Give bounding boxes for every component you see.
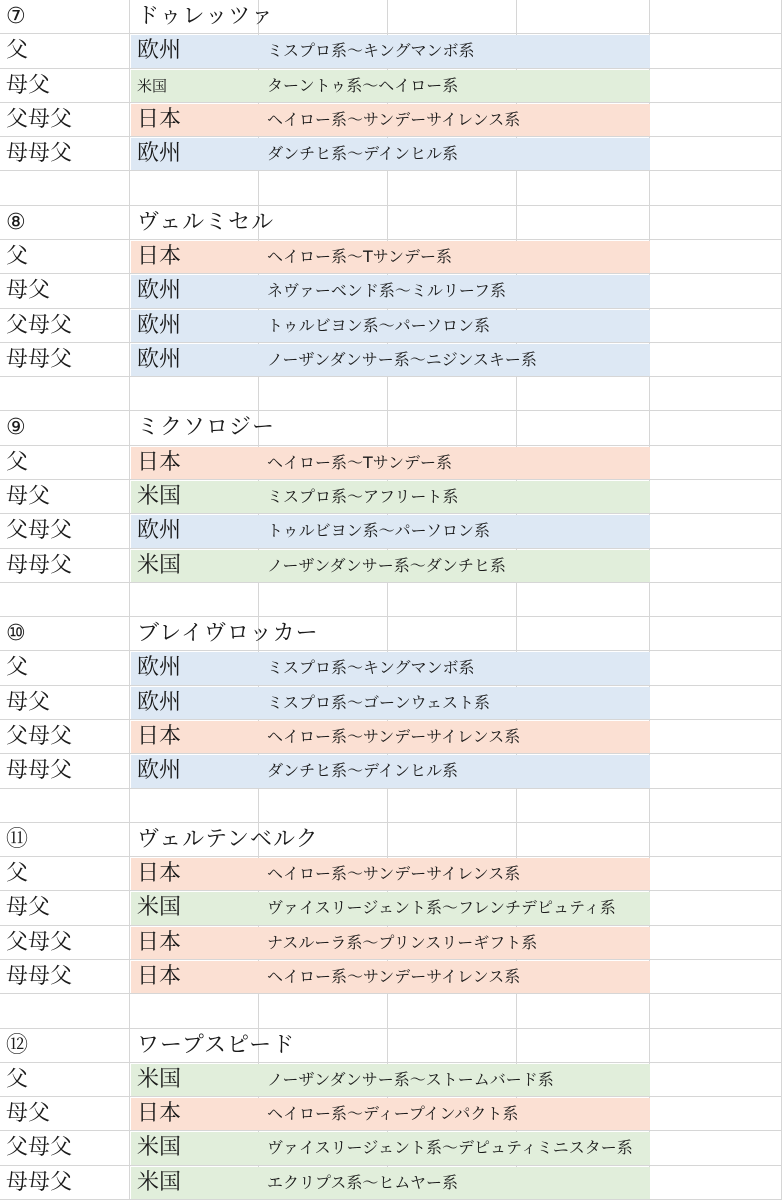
- grid-cell[interactable]: [650, 651, 782, 685]
- sire-line-text: ヘイロー系〜ディープインパクト系: [267, 1104, 519, 1124]
- grid-cell[interactable]: [517, 377, 650, 411]
- grid-cell[interactable]: [388, 377, 517, 411]
- grid-cell[interactable]: [0, 171, 130, 205]
- sire-line-text: ヘイロー系〜サンデーサイレンス系: [267, 967, 521, 986]
- grid-cell[interactable]: [650, 377, 782, 411]
- pedigree-row: [0, 1131, 782, 1165]
- grid-cell[interactable]: [388, 206, 517, 240]
- grid-cell[interactable]: [650, 823, 782, 857]
- pedigree-row: [0, 274, 782, 308]
- horse-number: ⑦: [6, 4, 26, 29]
- pedigree-row: [0, 343, 782, 377]
- pedigree-row: [0, 446, 782, 480]
- sire-line-text: ネヴァーベンド系〜ミルリーフ系: [267, 281, 507, 301]
- grid-cell[interactable]: [259, 0, 388, 34]
- grid-cell[interactable]: [650, 1029, 782, 1063]
- grid-cell[interactable]: [259, 377, 388, 411]
- grid-cell[interactable]: [130, 171, 259, 205]
- grid-cell[interactable]: [650, 240, 782, 274]
- ancestor-label: 母父: [6, 278, 51, 304]
- grid-cell[interactable]: [259, 789, 388, 823]
- pedigree-row: [0, 1097, 782, 1131]
- ancestor-label: 父: [6, 449, 29, 475]
- ancestor-label: 母父: [6, 689, 51, 715]
- grid-cell[interactable]: [388, 171, 517, 205]
- ancestor-label: 母父: [6, 895, 51, 921]
- ancestor-label: 父母父: [6, 106, 73, 132]
- sire-line-text: ミスプロ系〜キングマンボ系: [267, 658, 475, 678]
- sire-line-text: ミスプロ系〜キングマンボ系: [267, 41, 475, 61]
- region-label: 欧州: [137, 278, 182, 304]
- sire-line-text: ヴァイスリージェント系〜デピュティミニスター系: [267, 1138, 633, 1158]
- region-label: 日本: [137, 724, 182, 749]
- region-label: 欧州: [137, 38, 182, 64]
- horse-name: ブレイヴロッカー: [137, 621, 319, 647]
- grid-cell[interactable]: [388, 994, 517, 1028]
- grid-cell[interactable]: [650, 994, 782, 1028]
- ancestor-label: 母母父: [6, 964, 73, 989]
- grid-cell[interactable]: [650, 686, 782, 720]
- grid-cell[interactable]: [517, 0, 650, 34]
- spacer-row: [0, 789, 782, 823]
- horse-header-row: [0, 411, 782, 445]
- sire-line-text: ダンチヒ系〜デインヒル系: [267, 761, 459, 781]
- ancestor-label: 母父: [6, 1101, 51, 1127]
- horse-header-row: [0, 206, 782, 240]
- grid-cell[interactable]: [650, 137, 782, 171]
- ancestor-label: 父母父: [6, 929, 73, 955]
- region-label: 欧州: [137, 312, 182, 338]
- region-label: 欧州: [137, 689, 182, 715]
- ancestor-label: 父: [6, 244, 29, 269]
- grid-cell[interactable]: [388, 617, 517, 651]
- horse-name: ミクソロジー: [137, 415, 276, 441]
- sire-line-text: ノーザンダンサー系〜ニジンスキー系: [267, 349, 537, 369]
- grid-cell[interactable]: [650, 171, 782, 205]
- horse-header-row: [0, 823, 782, 857]
- pedigree-row: [0, 960, 782, 994]
- pedigree-row: [0, 549, 782, 583]
- grid-cell[interactable]: [517, 206, 650, 240]
- grid-cell[interactable]: [650, 789, 782, 823]
- sire-line-text: ヘイロー系〜Tサンデー系: [267, 452, 452, 472]
- grid-cell[interactable]: [517, 617, 650, 651]
- pedigree-row: [0, 926, 782, 960]
- grid-cell[interactable]: [259, 171, 388, 205]
- grid-cell[interactable]: [517, 411, 650, 445]
- grid-cell[interactable]: [650, 891, 782, 925]
- pedigree-row: [0, 1166, 782, 1200]
- sire-line-text: ヴァイスリージェント系〜フレンチデピュティ系: [267, 898, 616, 918]
- grid-cell[interactable]: [650, 720, 782, 754]
- ancestor-label: 父母父: [6, 1135, 73, 1161]
- ancestor-label: 父: [6, 1066, 29, 1092]
- ancestor-label: 母母父: [6, 1169, 73, 1195]
- grid-cell[interactable]: [650, 1063, 782, 1097]
- grid-cell[interactable]: [517, 171, 650, 205]
- grid-cell[interactable]: [650, 69, 782, 103]
- region-label: 日本: [137, 1101, 182, 1127]
- grid-cell[interactable]: [388, 789, 517, 823]
- pedigree-row: [0, 137, 782, 171]
- sire-line-text: ナスルーラ系〜プリンスリーギフト系: [267, 932, 538, 952]
- grid-cell[interactable]: [130, 377, 259, 411]
- horse-number: ⑫: [6, 1032, 29, 1058]
- sire-line-text: ヘイロー系〜サンデーサイレンス系: [267, 109, 521, 129]
- grid-cell[interactable]: [650, 411, 782, 445]
- sire-line-text: ヘイロー系〜サンデーサイレンス系: [267, 727, 521, 746]
- grid-cell[interactable]: [0, 377, 130, 411]
- grid-cell[interactable]: [650, 309, 782, 343]
- sire-line-text: トゥルビヨン系〜パーソロン系: [267, 521, 490, 541]
- spacer-row: [0, 171, 782, 205]
- grid-cell[interactable]: [650, 206, 782, 240]
- pedigree-row: [0, 240, 782, 274]
- region-label: 米国: [137, 552, 182, 578]
- pedigree-row: [0, 1063, 782, 1097]
- region-label: 米国: [137, 1066, 182, 1092]
- pedigree-row: [0, 103, 782, 137]
- grid-cell[interactable]: [388, 823, 517, 857]
- ancestor-label: 父母父: [6, 312, 73, 338]
- grid-cell[interactable]: [650, 103, 782, 137]
- horse-number: ⑨: [6, 415, 26, 441]
- region-label: 日本: [137, 929, 182, 955]
- grid-cell[interactable]: [517, 994, 650, 1028]
- grid-cell[interactable]: [650, 960, 782, 994]
- spacer-row: [0, 994, 782, 1028]
- grid-cell[interactable]: [388, 411, 517, 445]
- pedigree-row: [0, 514, 782, 548]
- ancestor-label: 父母父: [6, 518, 73, 544]
- region-label: 欧州: [137, 758, 182, 784]
- region-label: 米国: [137, 76, 168, 95]
- horse-name: ワープスピード: [137, 1032, 296, 1058]
- region-label: 日本: [137, 449, 182, 475]
- grid-cell[interactable]: [650, 926, 782, 960]
- region-label: 米国: [137, 484, 182, 509]
- grid-cell[interactable]: [517, 583, 650, 617]
- ancestor-label: 母父: [6, 484, 51, 509]
- grid-cell[interactable]: [650, 480, 782, 514]
- grid-cell[interactable]: [650, 34, 782, 68]
- region-label: 欧州: [137, 518, 182, 544]
- sire-line-text: トゥルビヨン系〜パーソロン系: [267, 315, 490, 335]
- grid-cell[interactable]: [388, 1029, 517, 1063]
- sire-line-text: ノーザンダンサー系〜ダンチヒ系: [267, 555, 506, 575]
- ancestor-label: 母母父: [6, 758, 73, 784]
- region-label: 米国: [137, 1135, 182, 1161]
- horse-header-row: [0, 1029, 782, 1063]
- grid-cell[interactable]: [388, 0, 517, 34]
- grid-cell[interactable]: [650, 857, 782, 891]
- ancestor-label: 母父: [6, 72, 51, 98]
- grid-cell[interactable]: [650, 1166, 782, 1200]
- horse-name: ヴェルテンベルク: [137, 826, 319, 852]
- grid-cell[interactable]: [650, 754, 782, 788]
- region-label: 米国: [137, 1169, 182, 1195]
- grid-cell[interactable]: [0, 789, 130, 823]
- sire-line-text: ヘイロー系〜Tサンデー系: [267, 247, 452, 266]
- ancestor-label: 母母父: [6, 346, 73, 372]
- horse-number: ⑩: [6, 621, 26, 647]
- pedigree-row: [0, 754, 782, 788]
- sire-line-text: ミスプロ系〜アフリート系: [267, 487, 459, 506]
- pedigree-row: [0, 720, 782, 754]
- region-label: 欧州: [137, 655, 182, 681]
- grid-cell[interactable]: [130, 789, 259, 823]
- sire-line-text: ターントゥ系〜ヘイロー系: [267, 75, 459, 95]
- region-label: 米国: [137, 895, 182, 921]
- horse-number: ⑧: [6, 209, 26, 235]
- grid-cell[interactable]: [650, 583, 782, 617]
- grid-cell[interactable]: [259, 583, 388, 617]
- grid-cell[interactable]: [517, 789, 650, 823]
- grid-cell[interactable]: [0, 994, 130, 1028]
- grid-cell[interactable]: [650, 514, 782, 548]
- sire-line-text: ヘイロー系〜サンデーサイレンス系: [267, 864, 521, 884]
- ancestor-label: 父: [6, 861, 29, 887]
- spacer-row: [0, 377, 782, 411]
- sire-line-text: ダンチヒ系〜デインヒル系: [267, 144, 459, 164]
- horse-number: ⑪: [6, 826, 29, 852]
- ancestor-label: 母母父: [6, 552, 73, 578]
- horse-header-row: [0, 0, 782, 34]
- grid-cell[interactable]: [517, 1029, 650, 1063]
- grid-cell[interactable]: [650, 343, 782, 377]
- sire-line-text: ノーザンダンサー系〜ストームバード系: [267, 1069, 554, 1089]
- grid-cell[interactable]: [517, 823, 650, 857]
- region-label: 日本: [137, 106, 182, 132]
- ancestor-label: 父: [6, 38, 29, 64]
- pedigree-row: [0, 857, 782, 891]
- grid-cell[interactable]: [650, 446, 782, 480]
- spacer-row: [0, 583, 782, 617]
- grid-cell[interactable]: [650, 1131, 782, 1165]
- grid-cell[interactable]: [259, 411, 388, 445]
- ancestor-label: 父母父: [6, 724, 73, 749]
- region-label: 日本: [137, 244, 182, 269]
- sire-line-text: エクリプス系〜ヒムヤー系: [267, 1172, 459, 1192]
- pedigree-row: [0, 34, 782, 68]
- grid-cell[interactable]: [650, 1097, 782, 1131]
- grid-cell[interactable]: [130, 583, 259, 617]
- grid-cell[interactable]: [259, 206, 388, 240]
- grid-cell[interactable]: [650, 0, 782, 34]
- grid-cell[interactable]: [650, 617, 782, 651]
- pedigree-row: [0, 651, 782, 685]
- grid-cell[interactable]: [650, 549, 782, 583]
- grid-cell[interactable]: [388, 583, 517, 617]
- grid-cell[interactable]: [0, 583, 130, 617]
- grid-cell[interactable]: [130, 994, 259, 1028]
- pedigree-row: [0, 891, 782, 925]
- sire-line-text: ミスプロ系〜ゴーンウェスト系: [267, 692, 491, 712]
- grid-cell[interactable]: [650, 274, 782, 308]
- ancestor-label: 父: [6, 655, 29, 681]
- region-label: 欧州: [137, 141, 182, 167]
- region-label: 日本: [137, 861, 182, 887]
- region-label: 欧州: [137, 346, 182, 372]
- horse-name: ドゥレッツァ: [137, 4, 275, 29]
- pedigree-row: [0, 686, 782, 720]
- horse-name: ヴェルミセル: [137, 209, 275, 235]
- pedigree-row: [0, 480, 782, 514]
- region-label: 日本: [137, 964, 182, 989]
- horse-header-row: [0, 617, 782, 651]
- grid-cell[interactable]: [259, 994, 388, 1028]
- pedigree-row: [0, 309, 782, 343]
- pedigree-row: [0, 69, 782, 103]
- ancestor-label: 母母父: [6, 141, 73, 167]
